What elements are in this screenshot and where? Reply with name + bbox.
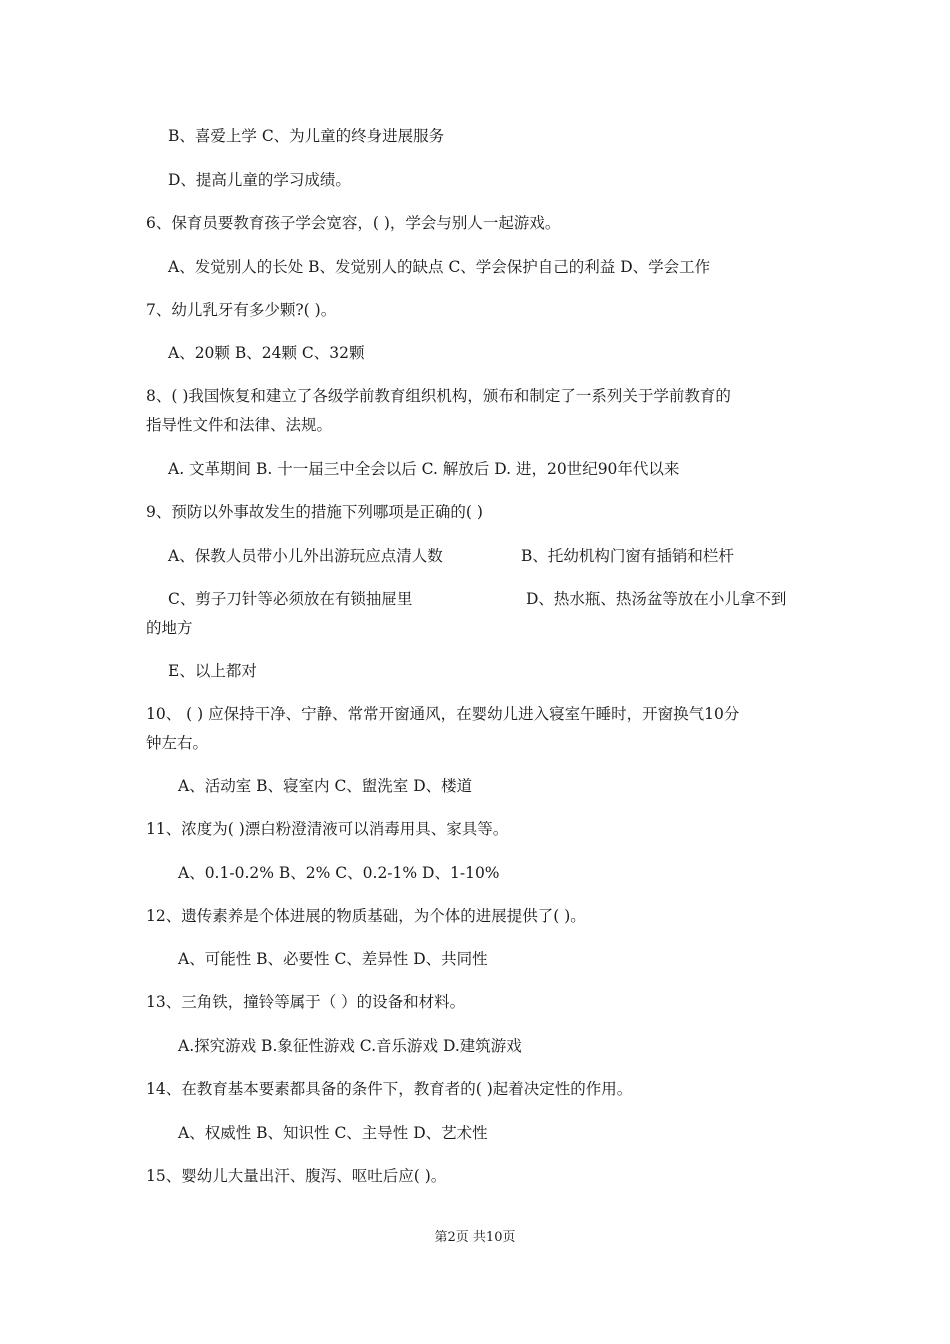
question-9: 9、预防以外事故发生的措施下列哪项是正确的( )	[146, 503, 483, 521]
option-9d-cont: 的地方	[146, 619, 193, 637]
option-9b: B、托幼机构门窗有插销和栏杆	[521, 547, 734, 565]
question-10-cont: 钟左右。	[146, 734, 209, 752]
option-line: B、喜爱上学 C、为儿童的终身进展服务	[168, 127, 445, 145]
options-14: A、权威性 B、知识性 C、主导性 D、艺术性	[178, 1124, 488, 1142]
question-8-cont: 指导性文件和法律、法规。	[146, 416, 333, 434]
options-6: A、发觉别人的长处 B、发觉别人的缺点 C、学会保护自己的利益 D、学会工作	[168, 258, 711, 276]
options-10: A、活动室 B、寝室内 C、盥洗室 D、楼道	[178, 777, 473, 795]
option-9c: C、剪子刀针等必须放在有锁抽屉里	[168, 590, 413, 608]
question-14: 14、在教育基本要素都具备的条件下，教育者的( )起着决定性的作用。	[146, 1080, 633, 1098]
question-8: 8、( )我国恢复和建立了各级学前教育组织机构，颁布和制定了一系列关于学前教育的	[146, 387, 731, 405]
question-13: 13、三角铁，撞铃等属于（ ）的设备和材料。	[146, 993, 466, 1011]
option-line: D、提高儿童的学习成绩。	[168, 171, 351, 189]
question-15: 15、婴幼儿大量出汗、腹泻、呕吐后应( )。	[146, 1167, 447, 1185]
options-7: A、20颗 B、24颗 C、32颗	[168, 344, 365, 362]
options-12: A、可能性 B、必要性 C、差异性 D、共同性	[178, 950, 488, 968]
options-8: A. 文革期间 B. 十一届三中全会以后 C. 解放后 D. 进，20世纪90年代以来	[168, 460, 680, 478]
question-11: 11、浓度为( )漂白粉澄清液可以消毒用具、家具等。	[146, 820, 509, 838]
page-number-footer: 第2页 共10页	[434, 1230, 516, 1245]
question-10: 10、 ( ) 应保持干净、宁静、常常开窗通风，在婴幼儿进入寝室午睡时，开窗换气10分	[146, 705, 740, 723]
option-9a: A、保教人员带小儿外出游玩应点清人数	[168, 547, 443, 565]
options-11: A、0.1-0.2% B、2% C、0.2-1% D、1-10%	[178, 864, 500, 882]
options-13: A.探究游戏 B.象征性游戏 C.音乐游戏 D.建筑游戏	[178, 1037, 522, 1055]
question-6: 6、保育员要教育孩子学会宽容，( )，学会与别人一起游戏。	[146, 214, 561, 232]
option-9d: D、热水瓶、热汤盆等放在小儿拿不到	[526, 590, 787, 608]
question-7: 7、幼儿乳牙有多少颗?( )。	[146, 301, 337, 319]
question-12: 12、遗传素养是个体进展的物质基础，为个体的进展提供了( )。	[146, 907, 586, 925]
option-9e: E、以上都对	[168, 662, 257, 680]
